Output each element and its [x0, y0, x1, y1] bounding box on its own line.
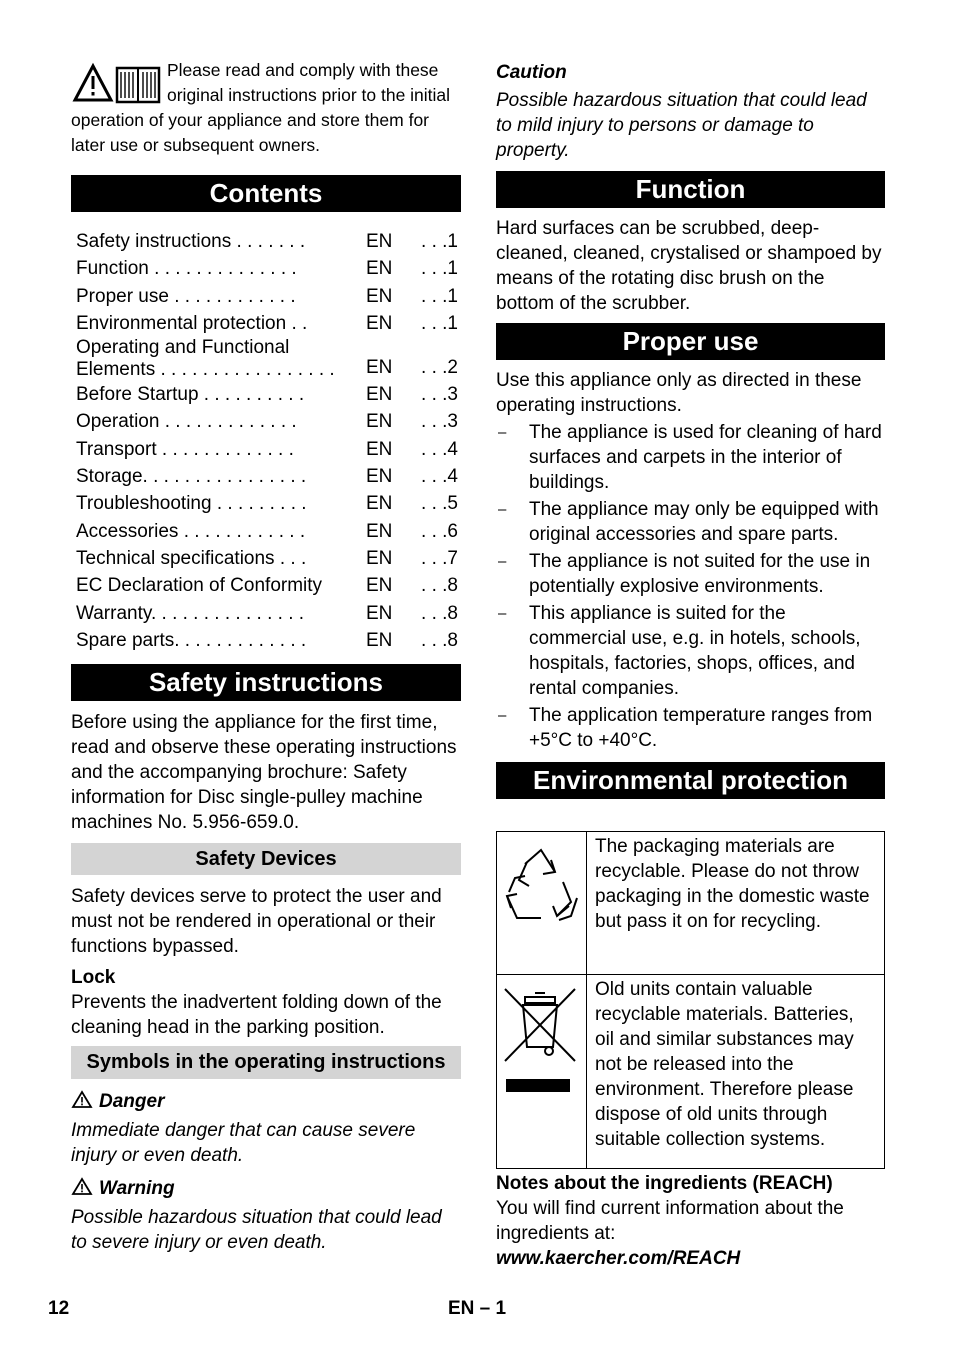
toc-entry-lang: EN — [366, 602, 393, 624]
list-item: – The appliance may only be equipped with original accessories and spare parts. — [496, 497, 885, 547]
recycle-text: The packaging materials are recyclable. Please do not throw packaging in the domestic waste but pass it on for recycling. — [587, 832, 885, 975]
toc-entry-lang: EN — [366, 356, 393, 378]
toc-entry[interactable] — [71, 490, 461, 517]
toc-entry-lang: EN — [366, 493, 393, 515]
toc-entry-page: . . .1 — [421, 258, 458, 280]
toc-entry-lang: EN — [366, 285, 393, 307]
lock-label: Lock — [71, 967, 116, 989]
danger-label: Danger — [99, 1091, 165, 1113]
list-item: – The application temperature ranges from +5°C to +40°C. — [496, 703, 885, 753]
toc-entry[interactable] — [71, 310, 461, 337]
danger-text: Immediate danger that can cause severe injury or even death. — [71, 1120, 416, 1167]
toc-entry-title: Operation . . . . . . . . . . . . . — [76, 411, 297, 433]
toc-entry[interactable] — [71, 518, 461, 545]
toc-entry-page: . . .8 — [421, 602, 458, 624]
toc-entry-lang: EN — [366, 575, 393, 597]
toc-entry-title: Warranty. . . . . . . . . . . . . . . — [76, 602, 305, 624]
toc-entry-title: Function . . . . . . . . . . . . . . — [76, 258, 297, 280]
toc-entry[interactable] — [71, 436, 461, 463]
toc-entry-lang: EN — [366, 629, 393, 651]
reach-link[interactable]: www.kaercher.com/REACH — [496, 1248, 741, 1269]
read-manual-icon — [71, 60, 163, 108]
toc-entry-title: Environmental protection . . — [76, 312, 308, 334]
environment-table — [496, 831, 885, 1169]
toc-entry-page: . . .1 — [421, 312, 458, 334]
toc-entry-lang: EN — [366, 411, 393, 433]
page-number: 12 — [48, 1298, 70, 1319]
toc-entry-title: Transport . . . . . . . . . . . . . — [76, 438, 294, 460]
contents-heading: Contents — [71, 175, 461, 212]
table-row — [497, 832, 885, 975]
reach-text: You will find current information about the ingredients at: — [496, 1198, 844, 1244]
safety-devices-heading: Safety Devices — [71, 843, 461, 875]
toc-entry-lang: EN — [366, 466, 393, 488]
proper-use-heading: Proper use — [496, 323, 885, 360]
recycling-icon — [497, 832, 587, 975]
toc-entry-title: Operating and Functional Elements . . . . . . . . . . . . . . . . . — [76, 337, 335, 381]
list-item: – The appliance is used for cleaning of hard surfaces and carpets in the interior of buildings. — [496, 420, 885, 495]
toc-entry[interactable] — [71, 255, 461, 282]
proper-use-list — [496, 420, 885, 753]
toc-entry[interactable] — [71, 228, 461, 255]
toc-entry-title: Accessories . . . . . . . . . . . . — [76, 520, 306, 542]
toc-entry-title: Spare parts. . . . . . . . . . . . . — [76, 629, 307, 651]
toc-entry-lang: EN — [366, 312, 393, 334]
toc-entry-page: . . .5 — [421, 493, 458, 515]
toc-entry[interactable] — [71, 381, 461, 408]
caution-text: Possible hazardous situation that could lead to mild injury to persons or damage to property. — [496, 90, 867, 161]
function-text: Hard surfaces can be scrubbed, deep-cleaned, cleaned, crystalised or shampoed by means of the rotating disc brush on the bottom of the scrubber. — [496, 218, 882, 314]
toc-entry[interactable] — [71, 600, 461, 627]
warning-triangle-icon — [71, 1177, 93, 1195]
toc-entry-title: Technical specifications . . . — [76, 547, 307, 569]
proper-use-intro: Use this appliance only as directed in these operating instructions. — [496, 370, 862, 416]
intro-text: Please read and comply with these original instructions prior to the initial operation of your appliance and store them for later use or subsequent owners. — [71, 60, 451, 155]
toc-entry-title: Troubleshooting . . . . . . . . . — [76, 493, 307, 515]
danger-label-row — [71, 1089, 461, 1114]
warning-triangle-icon — [71, 1090, 93, 1108]
toc-entry-lang: EN — [366, 258, 393, 280]
safety-devices-text: Safety devices serve to protect the user and must not be rendered in operational or their functions bypassed. — [71, 886, 442, 958]
list-item: – This appliance is suited for the commercial use, e.g. in hotels, schools, hospitals, factories, shops, offices, and rental companies. — [496, 601, 885, 701]
section-footer: EN – 1 — [448, 1298, 507, 1319]
toc-entry-title: Before Startup . . . . . . . . . . — [76, 384, 305, 406]
lock-text: Prevents the inadvertent folding down of the cleaning head in the parking position. — [71, 992, 442, 1039]
toc-entry-page: . . .4 — [421, 466, 458, 488]
environment-heading: Environmental protection — [496, 762, 885, 799]
toc-entry-page: . . .4 — [421, 438, 458, 460]
toc-entry-page: . . .7 — [421, 547, 458, 569]
toc-entry-title: Storage. . . . . . . . . . . . . . . . — [76, 466, 307, 488]
crossed-out-bin-icon — [497, 975, 587, 1169]
toc-entry[interactable] — [71, 572, 461, 599]
caution-label: Caution — [496, 62, 567, 83]
toc-entry-page: . . .3 — [421, 411, 458, 433]
warning-label-row — [71, 1176, 461, 1201]
toc-entry-page: . . .1 — [421, 285, 458, 307]
right-column — [496, 60, 885, 1271]
toc-entry-lang: EN — [366, 520, 393, 542]
toc-entry-page: . . .1 — [421, 231, 458, 252]
toc-entry-title: Safety instructions . . . . . . . — [76, 231, 306, 252]
toc-entry[interactable] — [71, 463, 461, 490]
symbols-heading: Symbols in the operating instructions — [71, 1046, 461, 1079]
toc-entry[interactable] — [71, 283, 461, 310]
toc-entry-title: EC Declaration of Conformity — [76, 575, 323, 597]
toc-entry[interactable] — [71, 545, 461, 572]
list-item: – The appliance is not suited for the use in potentially explosive environments. — [496, 549, 885, 599]
toc-entry-title: Proper use . . . . . . . . . . . . — [76, 285, 296, 307]
warning-text: Possible hazardous situation that could lead to severe injury or even death. — [71, 1207, 442, 1254]
toc-entry-lang: EN — [366, 547, 393, 569]
toc-entry-page: . . .2 — [421, 356, 458, 378]
reach-label: Notes about the ingredients (REACH) — [496, 1173, 833, 1194]
safety-text: Before using the appliance for the first time, read and observe these operating instructions and the accompanying brochure: Safety information for Disc single-pulley machine machines No. 5.956-659.0. — [71, 712, 457, 834]
toc-entry[interactable] — [71, 408, 461, 435]
toc-entry[interactable] — [71, 337, 461, 381]
toc-entry-page: . . .3 — [421, 384, 458, 406]
toc-entry-page: . . .8 — [421, 629, 458, 651]
toc-entry-lang: EN — [366, 438, 393, 460]
function-heading: Function — [496, 171, 885, 208]
toc-entry-page: . . .8 — [421, 575, 458, 597]
toc-entry[interactable] — [71, 627, 461, 654]
warning-label: Warning — [99, 1178, 175, 1200]
safety-heading: Safety instructions — [71, 664, 461, 701]
disposal-text: Old units contain valuable recyclable materials. Batteries, oil and similar substances may not be released into the environment. Therefore please dispose of old units through suitable collection systems. — [587, 975, 885, 1169]
table-of-contents — [71, 228, 461, 654]
toc-entry-lang: EN — [366, 384, 393, 406]
toc-entry-lang: EN — [366, 231, 393, 252]
table-row — [497, 975, 885, 1169]
left-column — [71, 58, 461, 1255]
intro-block — [71, 58, 461, 158]
toc-entry-page: . . .6 — [421, 520, 458, 542]
